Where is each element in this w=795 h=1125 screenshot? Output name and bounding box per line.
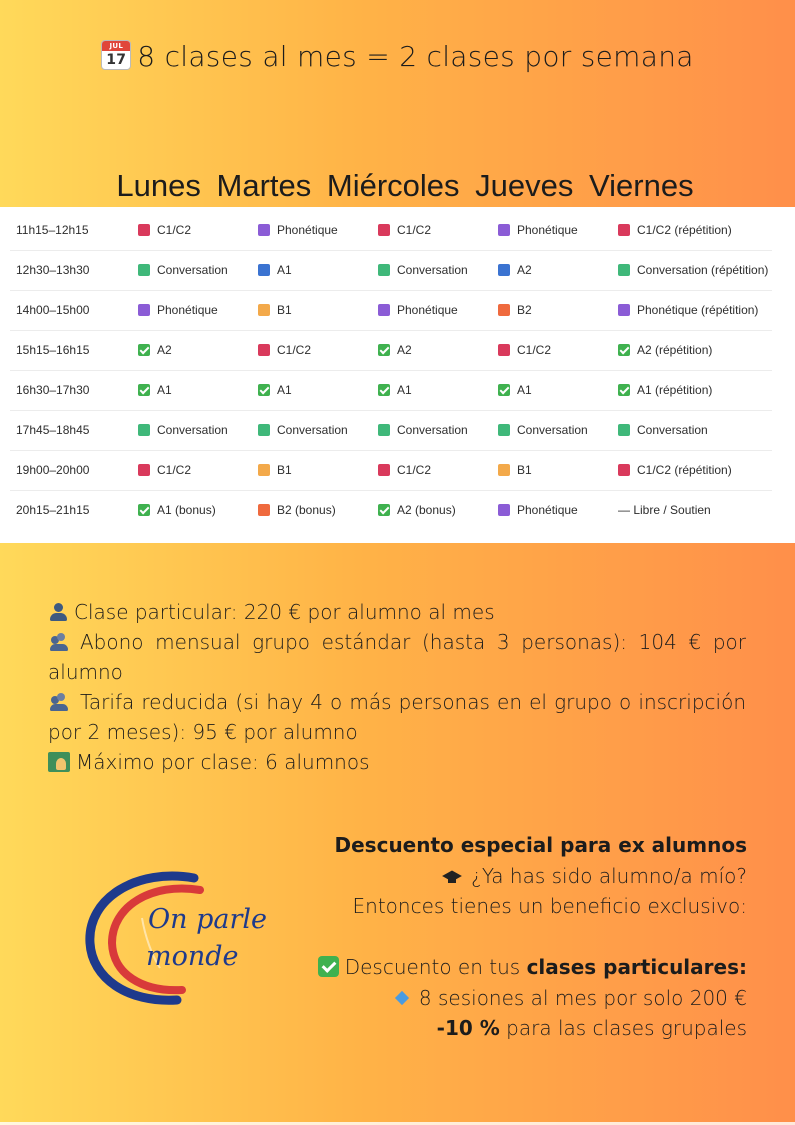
class-label: A2 xyxy=(157,343,172,357)
class-label: A1 xyxy=(277,383,292,397)
green-square-icon xyxy=(258,424,270,436)
class-cell xyxy=(138,210,191,250)
pricing-private: Clase particular: 220 € por alumno al mes xyxy=(48,597,746,627)
class-label: A1 (répétition) xyxy=(637,383,713,397)
class-cell xyxy=(378,290,458,330)
alumni-discount xyxy=(277,830,747,1044)
time-slot: 16h30–17h30 xyxy=(16,383,90,397)
people-icon xyxy=(48,692,72,712)
discount-benefit: Entonces tienes un beneficio exclusivo: xyxy=(352,894,747,918)
green-square-icon xyxy=(618,264,630,276)
logo-text-line1: On parle xyxy=(148,904,268,935)
class-label: Conversation (répétition) xyxy=(637,263,769,277)
purple-square-icon xyxy=(618,304,630,316)
class-label: — Libre / Soutien xyxy=(618,503,711,517)
class-label: C1/C2 xyxy=(157,223,192,237)
green-square-icon xyxy=(498,424,510,436)
class-cell xyxy=(258,330,311,370)
check-icon xyxy=(618,384,630,396)
check-icon xyxy=(258,384,270,396)
class-label: Conversation xyxy=(277,423,348,437)
class-cell xyxy=(498,250,532,290)
class-label: A1 (bonus) xyxy=(157,503,216,517)
class-label: C1/C2 xyxy=(157,463,192,477)
green-square-icon xyxy=(378,424,390,436)
class-cell xyxy=(618,210,732,250)
class-cell xyxy=(138,330,172,370)
class-cell xyxy=(618,290,758,330)
pink-square-icon xyxy=(258,344,270,356)
class-label: A1 xyxy=(157,383,172,397)
time-slot: 20h15–21h15 xyxy=(16,503,90,517)
class-cell xyxy=(498,370,532,410)
check-icon xyxy=(378,344,390,356)
table-row xyxy=(10,330,772,371)
discount-private: Descuento en tus clases particulares: xyxy=(277,952,747,983)
class-cell xyxy=(618,410,708,450)
class-label: A2 xyxy=(397,343,412,357)
time-slot: 11h15–12h15 xyxy=(16,223,89,237)
class-label: Phonétique xyxy=(397,303,458,317)
table-row xyxy=(10,410,772,451)
pink-square-icon xyxy=(618,224,630,236)
check-icon xyxy=(318,956,339,977)
class-cell xyxy=(618,490,711,530)
check-icon xyxy=(618,344,630,356)
day-miercoles: Miércoles xyxy=(326,168,460,203)
class-cell xyxy=(138,410,228,450)
class-cell xyxy=(138,290,218,330)
class-label: Conversation xyxy=(517,423,588,437)
purple-square-icon xyxy=(498,504,510,516)
purple-square-icon xyxy=(498,224,510,236)
pricing-reduced: Tarifa reducida (si hay 4 o más personas en el grupo o inscripción por 2 meses): 95 € por alumno xyxy=(48,690,746,744)
check-icon xyxy=(138,504,150,516)
page-title xyxy=(0,40,795,73)
pink-square-icon xyxy=(378,464,390,476)
class-label: C1/C2 (répétition) xyxy=(637,463,732,477)
class-cell xyxy=(498,210,578,250)
pink-square-icon xyxy=(618,464,630,476)
pricing-group: Abono mensual grupo estándar (hasta 3 personas): 104 € por alumno xyxy=(48,630,746,684)
class-cell xyxy=(618,330,712,370)
class-cell xyxy=(138,490,216,530)
class-cell xyxy=(378,410,468,450)
table-row xyxy=(10,370,772,411)
table-row xyxy=(10,210,772,251)
pink-square-icon xyxy=(378,224,390,236)
class-label: B1 xyxy=(277,303,292,317)
blue-square-icon xyxy=(258,264,270,276)
class-cell xyxy=(618,450,732,490)
class-cell xyxy=(498,450,532,490)
weekday-header xyxy=(0,168,795,204)
purple-square-icon xyxy=(378,304,390,316)
class-cell xyxy=(378,250,468,290)
class-label: Conversation xyxy=(637,423,708,437)
orange-square-icon xyxy=(258,304,270,316)
class-label: Conversation xyxy=(397,263,468,277)
purple-square-icon xyxy=(138,304,150,316)
class-label: B2 (bonus) xyxy=(277,503,336,517)
class-cell xyxy=(258,490,336,530)
discount-spacer xyxy=(277,922,747,953)
class-label: Phonétique xyxy=(277,223,338,237)
title-text: 8 clases al mes = 2 clases por semana xyxy=(137,40,694,73)
class-cell xyxy=(378,210,431,250)
class-cell xyxy=(138,250,228,290)
blue-diamond-icon xyxy=(395,990,409,1004)
class-cell xyxy=(258,410,348,450)
person-icon xyxy=(48,602,68,622)
check-icon xyxy=(378,384,390,396)
class-label: C1/C2 (répétition) xyxy=(637,223,732,237)
class-label: A1 xyxy=(517,383,532,397)
class-label: Phonétique (répétition) xyxy=(637,303,759,317)
class-label: Conversation xyxy=(397,423,468,437)
table-row xyxy=(10,490,772,530)
calendar-icon: JUL 17 xyxy=(101,40,131,70)
class-cell xyxy=(498,490,578,530)
day-viernes: Viernes xyxy=(589,168,694,203)
schedule-table xyxy=(0,207,795,543)
pricing-section xyxy=(48,597,746,777)
table-row xyxy=(10,250,772,291)
class-label: A2 (répétition) xyxy=(637,343,713,357)
day-martes: Martes xyxy=(216,168,312,203)
time-slot: 12h30–13h30 xyxy=(16,263,90,277)
green-square-icon xyxy=(138,264,150,276)
orange-square-icon xyxy=(258,464,270,476)
class-label: C1/C2 xyxy=(397,223,432,237)
pricing-max: Máximo por clase: 6 alumnos xyxy=(48,747,746,777)
table-row xyxy=(10,290,772,331)
time-slot: 19h00–20h00 xyxy=(16,463,90,477)
class-cell xyxy=(378,450,431,490)
pink-square-icon xyxy=(138,224,150,236)
class-cell xyxy=(378,370,412,410)
class-label: A1 xyxy=(277,263,292,277)
class-label: Conversation xyxy=(157,263,228,277)
class-label: Phonétique xyxy=(517,223,578,237)
table-row xyxy=(10,450,772,491)
class-label: C1/C2 xyxy=(277,343,312,357)
class-cell xyxy=(618,370,712,410)
class-cell xyxy=(258,290,292,330)
green-square-icon xyxy=(138,424,150,436)
day-lunes: Lunes xyxy=(116,168,201,203)
class-label: C1/C2 xyxy=(397,463,432,477)
class-label: Phonétique xyxy=(517,503,578,517)
class-label: Phonétique xyxy=(157,303,218,317)
purple-square-icon xyxy=(258,224,270,236)
check-icon xyxy=(378,504,390,516)
discount-sessions: 8 sesiones al mes por solo 200 € xyxy=(277,983,747,1014)
orange-square-icon xyxy=(498,464,510,476)
class-label: B1 xyxy=(277,463,292,477)
class-cell xyxy=(378,330,412,370)
logo-text-line2: monde xyxy=(146,941,239,972)
pink-square-icon xyxy=(498,344,510,356)
class-cell xyxy=(138,450,191,490)
check-icon xyxy=(138,384,150,396)
class-label: A2 (bonus) xyxy=(397,503,456,517)
class-label: B2 xyxy=(517,303,532,317)
pink-square-icon xyxy=(138,464,150,476)
graduation-cap-icon xyxy=(443,869,465,883)
class-cell xyxy=(498,330,551,370)
discount-question: ¿Ya has sido alumno/a mío? xyxy=(277,861,747,892)
on-parle-monde-logo xyxy=(82,868,282,1008)
time-slot: 14h00–15h00 xyxy=(16,303,90,317)
class-cell xyxy=(498,290,532,330)
day-jueves: Jueves xyxy=(475,168,574,203)
red_orange-square-icon xyxy=(258,504,270,516)
check-icon xyxy=(138,344,150,356)
people-icon xyxy=(48,632,72,652)
green-square-icon xyxy=(618,424,630,436)
class-cell xyxy=(258,210,338,250)
class-label: C1/C2 xyxy=(517,343,552,357)
green-square-icon xyxy=(378,264,390,276)
class-label: B1 xyxy=(517,463,532,477)
class-cell xyxy=(258,450,292,490)
class-cell xyxy=(378,490,456,530)
class-label: A1 xyxy=(397,383,412,397)
class-cell xyxy=(258,370,292,410)
check-icon xyxy=(498,384,510,396)
class-label: A2 xyxy=(517,263,532,277)
red_orange-square-icon xyxy=(498,304,510,316)
teacher-icon xyxy=(48,752,70,772)
class-cell xyxy=(258,250,292,290)
blue-square-icon xyxy=(498,264,510,276)
discount-group: -10 % para las clases grupales xyxy=(436,1016,747,1040)
class-label: Conversation xyxy=(157,423,228,437)
discount-title: Descuento especial para ex alumnos xyxy=(334,833,747,857)
time-slot: 17h45–18h45 xyxy=(16,423,90,437)
class-cell xyxy=(138,370,172,410)
time-slot: 15h15–16h15 xyxy=(16,343,90,357)
class-cell xyxy=(618,250,768,290)
class-cell xyxy=(498,410,588,450)
